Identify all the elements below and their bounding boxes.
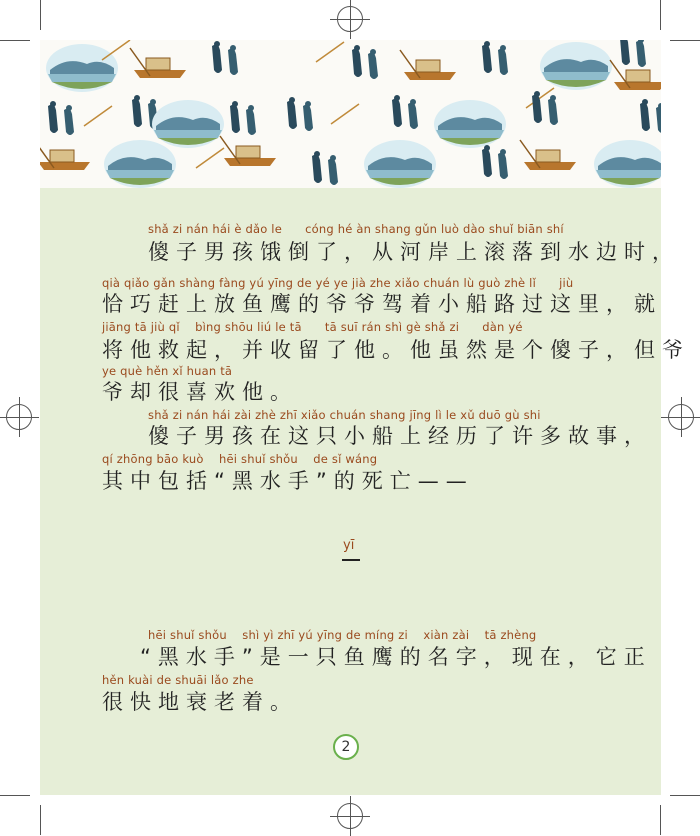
page-number: 2 xyxy=(333,734,359,760)
pinyin-line: shǎ zi nán hái zài zhè zhī xiǎo chuán shang jīng lì le xǔ duō gù shi xyxy=(148,408,541,422)
registration-mark xyxy=(668,404,694,430)
text-line: 傻子男孩在这只小船上经历了许多故事， xyxy=(148,424,652,448)
text-line: 爷却很喜欢他。 xyxy=(102,380,298,404)
crop-mark xyxy=(660,0,661,30)
crop-mark xyxy=(40,0,41,30)
pinyin-line: hēi shuǐ shǒu shì yì zhī yú yīng de míng zi xiàn zài tā zhèng xyxy=(148,628,537,642)
pinyin-line: qià qiǎo gǎn shàng fàng yú yīng de yé ye jià zhe xiǎo chuán lù guò zhè lǐ jiù xyxy=(102,276,574,290)
crop-mark xyxy=(40,805,41,835)
registration-mark xyxy=(337,803,363,829)
text-line: 其中包括“黑水手”的死亡—— xyxy=(102,469,474,493)
crop-mark xyxy=(0,795,30,796)
text-line: 将他救起，并收留了他。他虽然是个傻子，但爷 xyxy=(102,338,690,362)
pinyin-line: jiāng tā jiù qǐ bìng shōu liú le tā tā suī rán shì gè shǎ zi dàn yé xyxy=(102,320,523,334)
chapter-number-one xyxy=(342,559,360,561)
pinyin-line: shǎ zi nán hái è dǎo le cóng hé àn shang gǔn luò dào shuǐ biān shí xyxy=(148,222,564,236)
pinyin-line: hěn kuài de shuāi lǎo zhe xyxy=(102,673,254,687)
pinyin-line: ye què hěn xǐ huan tā xyxy=(102,364,233,378)
chapter-pinyin: yī xyxy=(343,538,355,553)
registration-mark xyxy=(337,6,363,32)
text-line: “黑水手”是一只鱼鹰的名字，现在，它正 xyxy=(140,645,652,669)
crop-mark xyxy=(670,795,700,796)
cormorant-boat-pattern xyxy=(40,40,661,188)
crop-mark xyxy=(660,805,661,835)
crop-mark xyxy=(670,40,700,41)
pinyin-line: qí zhōng bāo kuò hēi shuǐ shǒu de sǐ wáng xyxy=(102,452,378,466)
header-illustration xyxy=(40,40,661,188)
text-line: 恰巧赶上放鱼鹰的爷爷驾着小船路过这里，就 xyxy=(102,292,662,316)
text-line: 很快地衰老着。 xyxy=(102,690,298,714)
crop-mark xyxy=(0,40,30,41)
registration-mark xyxy=(6,404,32,430)
text-line: 傻子男孩饿倒了，从河岸上滚落到水边时， xyxy=(148,240,680,264)
